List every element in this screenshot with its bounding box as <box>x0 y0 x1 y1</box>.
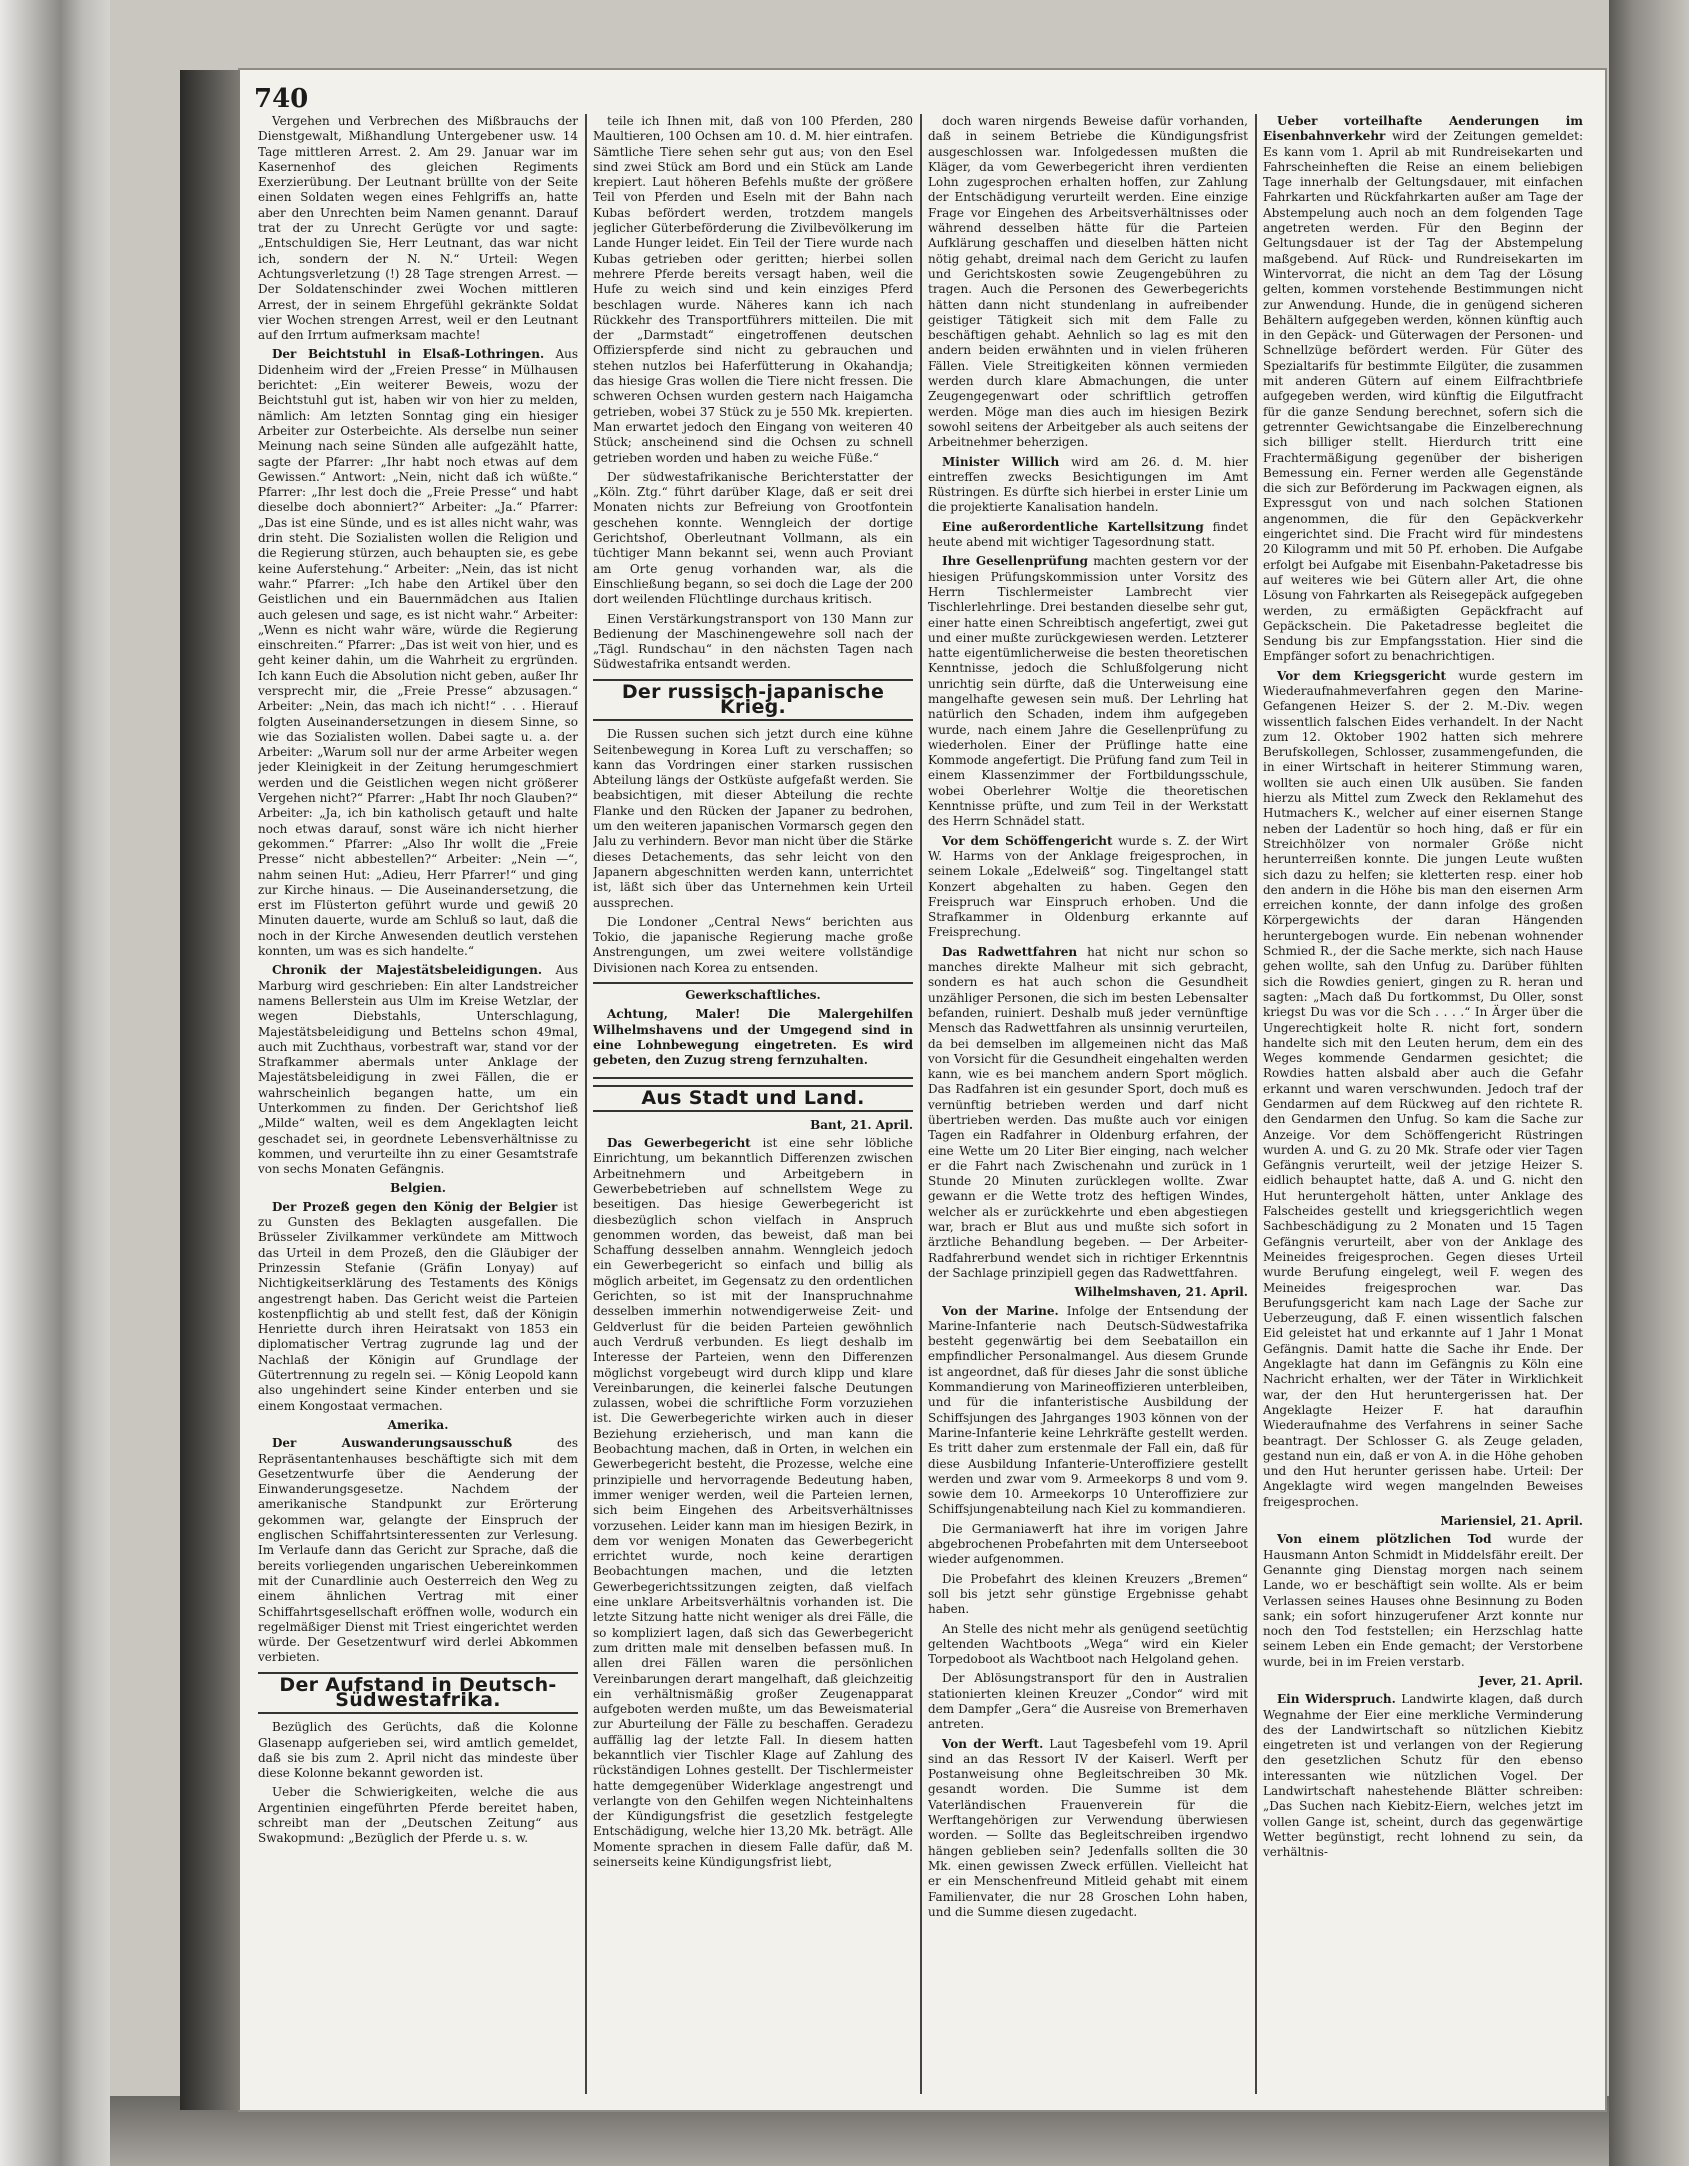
article-headline: Von einem plötzlichen Tod <box>1277 1532 1492 1547</box>
article-paragraph <box>928 114 1248 451</box>
article-text: An Stelle des nicht mehr als genügend seetüchtig geltenden Wachtboots „Wega“ wird ein Kieler Torpedoboot als Wachtboot nach Helgoland gehen. <box>928 1621 1248 1667</box>
scan-border-right <box>1609 0 1689 2166</box>
dateline: Bant, 21. April. <box>810 1117 913 1132</box>
article-paragraph <box>1263 1692 1583 1860</box>
article-paragraph <box>593 1136 913 1870</box>
article-paragraph <box>258 347 578 959</box>
article-text: Die Probefahrt des kleinen Kreuzers „Bremen“ soll bis jetzt sehr günstige Ergebnisse gehabt haben. <box>928 1571 1248 1617</box>
column-2 <box>593 114 913 2094</box>
article-text: teile ich Ihnen mit, daß von 100 Pferden, 280 Maultieren, 100 Ochsen am 10. d. M. hier eintrafen. Sämtliche Tiere sehen sehr gut aus; von den Esel sind zwei Stück am Bord und ein Stück am Lande krepiert. Laut höheren Befehls mußte der größere Teil von Pferden und Eseln mit der Bahn nach Kubas befördert werden, trotzdem mangels jeglicher Güterbeförderung die Zivilbevölkerung im Lande Hunger leidet. Ein Teil der Tiere wurde nach Kubas getrieben oder geritten; hierbei sollen mehrere Pferde bereits versagt haben, weil die Hufe zu weich sind und kein einziges Pferd beschlagen wurde. Näheres kann ich nach Rückkehr des Transportführers mitteilen. Die mit der „Darmstadt“ eingetroffenen deutschen Offizierspferde sind nicht zu gebrauchen und stehen nutzlos bei Haferfütterung in Okahandja; das hiesige Gras wollen die Tiere nicht fressen. Die schweren Ochsen wurden gestern nach Haigamcha getrieben, wobei 37 Stück zu je 550 Mk. krepierten. Man erwartet jedoch den Eingang von weiteren 40 Stück; anscheinend sind die Ochsen zu schnell getrieben worden und haben zu weiche Füße.“ <box>593 114 913 465</box>
article-headline: Vor dem Schöffengericht <box>942 833 1113 848</box>
column-rule <box>920 114 922 2094</box>
section-banner: Der russisch-japanische Krieg. <box>593 679 913 722</box>
article-text: Aus Marburg wird geschrieben: Ein alter Landstreicher namens Bellerstein aus Ulm im Kreise Wetzlar, der wegen Diebstahls, Unterschlagung, Majestätsbeleidigung und Bettelns schon 49mal, auch mit Zuchthaus, vorbestraft war, stand vor der Strafkammer abermals unter Anklage der Majestätsbeleidigung in zwei Fällen, die er wahrscheinlich begangen hatte, um ein Unterkommen zu finden. Der Gerichtshof ließ „Milde“ walten, weil es dem Angeklagten leicht geschadet sei, in geordnete Lebensverhältnisse zu kommen, und verurteilte ihn zu einer Gesamtstrafe von sechs Monaten Gefängnis. <box>258 963 578 1177</box>
article-paragraph <box>928 1572 1248 1618</box>
article-paragraph <box>928 834 1248 941</box>
article-paragraph <box>593 727 913 911</box>
article-paragraph <box>258 1200 578 1414</box>
article-text: findet heute abend mit wichtiger Tagesordnung statt. <box>928 519 1248 550</box>
article-headline: Ihre Gesellenprüfung <box>942 554 1089 569</box>
section-heading: Belgien. <box>390 1181 446 1196</box>
article-text: Bezüglich des Gerüchts, daß die Kolonne Glasenapp aufgerieben sei, wird amtlich gemeldet, daß sie bis zum 2. April nicht das mindeste über diese Kolonne bekannt geworden ist. <box>258 1720 578 1781</box>
article-paragraph <box>258 114 578 343</box>
article-paragraph <box>928 520 1248 551</box>
article-paragraph <box>593 915 913 976</box>
article-paragraph <box>1263 114 1583 665</box>
notice-box <box>593 982 913 1078</box>
article-text: doch waren nirgends Beweise dafür vorhanden, daß in seinem Betriebe die Kündigungsfrist ausgeschlossen war. Infolgedessen mußten die Kläger, da vom Gewerbegericht ihren verdienten Lohn zugesprochen erhalten hoffen, zur Zahlung der Entschädigung verurteilt werden. Eine einzige Frage vor Eingehen des Arbeitsverhältnisses oder während desselben hätte für die Parteien Aufklärung geschaffen und dieselben hätten nicht nötig gehabt, dreimal nach dem Gericht zu laufen und Gerichtskosten sowie Zeugengebühren zu tragen. Auch die Personen des Gewerbegerichts hätten dann nicht stundenlang in aufreibender geistiger Tätigkeit sich mit dem Falle zu beschäftigen gehabt. Aehnlich so lag es mit den andern beiden erwähnten und in vielen früheren Fällen. Viele Streitigkeiten können vermieden werden durch klare Abmachungen, die unter Zeugengegenwart oder schriftlich getroffen werden. Möge man dies auch im hiesigen Bezirk sowohl seitens der Arbeitgeber als auch seitens der Arbeitnehmer beherzigen. <box>928 114 1248 450</box>
dateline: Wilhelmshaven, 21. April. <box>1074 1285 1248 1300</box>
article-paragraph <box>1263 669 1583 1510</box>
dateline: Jever, 21. April. <box>1478 1673 1583 1688</box>
article-text: Die Germaniawerft hat ihre im vorigen Jahre abgebrochenen Probefahrten mit dem Unterseeboot wieder aufgenommen. <box>928 1521 1248 1567</box>
article-text: wird am 26. d. M. hier eintreffen zwecks Besichtigungen im Amt Rüstringen. Es dürfte sich hierbei in erster Linie um die projektierte Kanalisation handeln. <box>928 454 1248 515</box>
article-paragraph <box>258 1720 578 1781</box>
notice-heading: Gewerkschaftliches. <box>685 988 821 1003</box>
article-headline: Minister Willich <box>942 454 1060 469</box>
article-paragraph <box>928 1671 1248 1732</box>
article-text: Aus Didenheim wird der „Freien Presse“ in Mülhausen berichtet: „Ein weiterer Beweis, wozu der Beichtstuhl gut ist, haben wir von hier zu melden, nämlich: Am letzten Sonntag ging ein hiesiger Arbeiter zur Osterbeichte. Als derselbe nun seiner Meinung nach seine Sünden alle aufgezählt hatte, sagte der Pfarrer: „Ihr habt noch etwas auf dem Gewissen.“ Antwort: „Nein, nicht daß ich wüßte.“ Pfarrer: „Ihr lest doch die „Freie Presse“ und habt dieselbe doch abonniert?“ Arbeiter: „Ja.“ Pfarrer: „Das ist eine Sünde, und es ist alles nicht wahr, was drin steht. Die Sozialisten wollen die Religion und die Regierung stürzen, auch behaupten sie, es gebe keine Auferstehung.“ Arbeiter: „Nein, das ist nicht wahr.“ Pfarrer: „Ich habe den Artikel über den Geistlichen und ein Bauernmädchen aus Italien auch gelesen und sage, es ist nicht wahr.“ Arbeiter: „Wenn es nicht wahr wäre, würde die Regierung einschreiten.“ Pfarrer: „Das ist weit von hier, und es geht keiner dahin, um die Wahrheit zu ergründen. Ich kann Euch die Absolution nicht geben, außer Ihr versprecht mir, die „Freie Presse“ abzusagen.“ Arbeiter: „Nein, das mach ich nicht!“ . . . Hierauf folgten Auseinandersetzungen in diesem Sinne, so wie das Sozialisten wollen. Dabei sagte u. a. der Arbeiter: „Warum soll nur der arme Arbeiter wegen jeder Kleinigkeit in der Zeitung herumgeschmiert werden und die Geistlichen wegen nicht größerer Vergehen nicht?“ Pfarrer: „Habt Ihr noch Glauben?“ Arbeiter: „Ja, ich bin katholisch getauft und halte noch etwas darauf, sonst wäre ich nicht hierher gekommen.“ Pfarrer: „Also Ihr wollt die „Freie Presse“ nicht abbestellen?“ Arbeiter: „Nein —“, nahm seinen Hut: „Adieu, Herr Pfarrer!“ und ging zur Kirche hinaus. — Die Auseinandersetzung, die erst im Flüsterton geführt wurde und gewiß 20 Minuten dauerte, wurde am Schluß so laut, daß die noch in der Kirche Anwesenden deutlich verstehen konnten, um was es sich handelte.“ <box>258 347 578 959</box>
article-text: wurde s. Z. der Wirt W. Harms von der Anklage freigesprochen, in seinem Lokale „Edelweiß“ sog. Tingeltangel statt Konzert abgehalten zu haben. Gegen den Freispruch war Einspruch erhoben. Und die Strafkammer in Oldenburg erkannte auf Freisprechung. <box>928 833 1248 940</box>
article-text: Infolge der Entsendung der Marine-Infanterie nach Deutsch-Südwestafrika besteht gegenwärtig bei dem Seebataillon ein empfindlicher Personalmangel. Aus diesem Grunde ist angeordnet, daß für dieses Jahr die sonst übliche Kommandierung von Marineoffizieren unterbleiben, und für die infanteristische Ausbildung der Schiffsjungen des Jahrganges 1903 können von der Marine-Infanterie keine Lehrkräfte gestellt werden. Es tritt daher zum erstenmale der Fall ein, daß für diese Ausbildung Infanterie-Unteroffiziere gestellt werden und zwar vom 9. Armeekorps 8 und vom 9. sowie dem 10. Armeekorps 10 Unteroffiziere zur Schiffsjungenabteilung nach Kiel zu kommandieren. <box>928 1303 1248 1517</box>
article-text: ist eine sehr löbliche Einrichtung, um bekanntlich Differenzen zwischen Arbeitnehmern und Arbeitgebern in Gewerbebetrieben auf schnellstem Wege zu beseitigen. Das hiesige Gewerbegericht ist diesbezüglich schon vielfach in Anspruch genommen worden, das beweist, daß man bei Schaffung desselben annahm. Wenngleich jedoch ein Gewerbegericht so einfach und billig als möglich arbeitet, im Gegensatz zu den ordentlichen Gerichten, so ist mit der Inanspruchnahme desselben immerhin notwendigerweise Zeit- und Geldverlust für die beiden Parteien gewöhnlich auch Verdruß verbunden. Es liegt deshalb im Interesse der Parteien, wenn den Differenzen möglichst vorgebeugt wird durch klipp und klare Vereinbarungen, die keinerlei falsche Deutungen zulassen, wobei die schriftliche Form vorzuziehen ist. Die Gewerbegerichte wirken auch in dieser Beziehung erzieherisch, und man kann die Beobachtung machen, daß in Orten, in welchen ein Gewerbegericht besteht, die Prozesse, welche eine prinzipielle und hervorragende Bedeutung haben, immer weniger werden, weil die Parteien lernen, sich beim Eingehen des Arbeitsverhältnisses vorzusehen. Leider kann man im hiesigen Bezirk, in dem vor wenigen Monaten das Gewerbegericht errichtet wurde, noch keine derartigen Beobachtungen machen, und die letzten Gewerbegerichtssitzungen zeigten, daß vielfach eine unklare Arbeitsverhältnis vorhanden ist. Die letzte Sitzung hatte nicht weniger als drei Fälle, die so kompliziert lagen, daß sich das Gewerbegericht zum dritten male mit denselben befassen muß. In allen drei Fällen waren die persönlichen Vereinbarungen derart mangelhaft, daß gleichzeitig ein verhältnismäßig großer Zeugenapparat aufgeboten werden mußte, um das Beweismaterial zur Aburteilung der Fälle zu beschaffen. Geradezu auffällig lag der letzte Fall. In diesem hatten bekanntlich vier Tischler Klage auf Zahlung des rückständigen Lohnes gestellt. Der Tischlermeister hatte demgegenüber Widerklage angestrengt und verlangte von den Gehilfen wegen Nichteinhaltens der Kündigungsfrist die gesetzlich festgelegte Entschädigung, welche hier 13,20 Mk. beträgt. Alle Momente sprachen in diesem Falle dafür, daß M. seinerseits keine Kündigungsfrist liebt, <box>593 1136 913 1870</box>
section-banner: Der Aufstand in Deutsch-Südwestafrika. <box>258 1672 578 1715</box>
article-headline: Vor dem Kriegsgericht <box>1277 668 1447 683</box>
article-headline: Der Prozeß gegen den König der Belgier <box>272 1199 558 1214</box>
article-headline: Der Beichtstuhl in Elsaß-Lothringen. <box>272 347 545 362</box>
article-text: ist zu Gunsten des Beklagten ausgefallen. Die Brüsseler Zivilkammer verkündete am Mittwoch das Urteil in dem Prozeß, den die Gläubiger der Prinzessin Stefanie (Gräfin Lonyay) auf Nichtigkeitserklärung des Testaments des Königs angestrengt haben. Das Gericht weist die Parteien kostenpflichtig ab und stellt fest, daß der Königin Henriette durch ihren Heiratsakt von 1853 ein diplomatischer Vertrag zugrunde lag und der Nachlaß der Königin auf Grundlage der Gütertrennung zu regeln sei. — König Leopold kann also ungehindert seine Kinder enterben und sie einem Kongostaat vermachen. <box>258 1199 578 1413</box>
article-paragraph <box>928 1737 1248 1921</box>
article-text: Landwirte klagen, daß durch Wegnahme der Eier eine merkliche Verminderung des der Landwirtschaft so nützlichen Kiebitz eingetreten ist und verlangen von der Regierung den gesetzlichen Schutz für den ebenso interessanten wie nützlichen Vogel. Der Landwirtschaft nahestehende Blätter schreiben: „Das Suchen nach Kiebitz-Eiern, welches jetzt im vollen Gange ist, scheint, durch das gegenwärtige Wetter begünstigt, recht lohnend zu sein, da verhältnis- <box>1263 1692 1583 1860</box>
book-spine <box>0 0 110 2166</box>
page-number: 740 <box>254 84 309 114</box>
article-headline: Das Radwettfahren <box>942 944 1078 959</box>
article-headline: Der Auswanderungsausschuß <box>272 1436 513 1451</box>
notice-text: Achtung, Maler! Die Malergehilfen Wilhelmshavens und der Umgegend sind in eine Lohnbewegung eingetreten. Es wird gebeten, den Zuzug streng fernzuhalten. <box>593 1007 913 1068</box>
article-paragraph <box>593 470 913 608</box>
article-paragraph <box>928 1522 1248 1568</box>
article-paragraph <box>928 1622 1248 1668</box>
article-paragraph <box>928 554 1248 829</box>
article-text: wurde gestern im Wiederaufnahmeverfahren gegen den Marine-Gefangenen Heizer S. der 2. M.-Div. wegen wissentlich falschen Eides verhandelt. In der Nacht zum 12. Oktober 1902 hatten sich mehrere Berufskollegen, Schlosser, zusammengefunden, die in einer Wirtschaft in heiterer Stimmung waren, wollten sie auch einen Ulk ausüben. Sie fanden hierzu als Mittel zum Zweck den Reklamehut des Hutmachers K., welcher auf einer eisernen Stange neben der Ladentür so hoch hing, daß er für ein Streichhölzer von normaler Größe nicht herunterreißen konnte. Die jungen Leute wußten sich dazu zu helfen; sie kletterten resp. einer hob den andern in die Höhe bis man den eisernen Arm erreichen konnte, der dann infolge des großen Körpergewichts der daran Hängenden heruntergebogen wurde. Ein nebenan wohnender Schmied R., der die Sache merkte, sich nach Hause gehen wollte, sah den Unfug zu. Darüber fühlten sich die Rowdies geniert, gingen zu R. heran und sagten: „Mach daß Du fortkommst, Du Oller, sonst kriegst Du was vor die Sch . . . .“ In Ärger über die Ungerechtigkeit holte R. nicht fort, sondern handelte sich mit den Leuten herum, dem ein des Weges kommende Gendarmen gesichtet; die Rowdies hatten alsbald aber auch die Gefahr erkannt und waren verschwunden. Jedoch traf der Gendarmen auf dem Rückweg auf den richtete R. den Gendarmen den Unfug. So kam die Sache zur Anzeige. Vor dem Schöffengericht Rüstringen wurden A. und G. zu 20 Mk. Strafe oder vier Tagen Gefängnis verurteilt, weil der jetzige Heizer S. eidlich behauptet hatte, daß A. und G. nicht den Hut heruntergeholt hätten, unter Anklage des Falscheides gestellt und kriegsgerichtlich wegen Sachbeschädigung zu 2 Monaten und 15 Tagen Gefängnis verurteilt, aber von der Anklage des Meineides freigesprochen. Gegen dieses Urteil wurde Berufung eingelegt, weil F. wegen des Meineides freigesprochen war. Das Berufungsgericht kam nach Lage der Sache zur Ueberzeugung, daß F. einen wissentlich falschen Eid geleistet hat und erkannte auf 1 Jahr 1 Monat Gefängnis. Damit hatte die Sache ihr Ende. Der Angeklagte hat dann im Gefängnis zu Köln eine Nachricht erhalten, wer der Täter in Wirklichkeit war, der den Hut heruntergerissen hat. Der Angeklagte Heizer F. hat daraufhin Wiederaufnahme des Verfahrens in seiner Sache beantragt. Der Schlosser G. als Zeuge geladen, gestand nun ein, daß er von A. in die Höhe gehoben und den Hut herunter gerissen habe. Urteil: Der Angeklagte wird wegen mangelnden Beweises freigesprochen. <box>1263 668 1583 1509</box>
column-3 <box>928 114 1248 2094</box>
article-paragraph <box>928 1304 1248 1518</box>
column-rule <box>585 114 587 2094</box>
article-paragraph <box>928 455 1248 516</box>
article-text: Die Londoner „Central News“ berichten aus Tokio, die japanische Regierung mache große Anstrengungen, um zwei weitere vollständige Divisionen nach Korea zu entsenden. <box>593 914 913 975</box>
article-text: Einen Verstärkungstransport von 130 Mann zur Bedienung der Maschinengewehre soll nach der „Tägl. Rundschau“ in den nächsten Tagen nach Südwestafrika entsandt werden. <box>593 611 913 672</box>
column-rule <box>1255 114 1257 2094</box>
article-paragraph <box>928 945 1248 1282</box>
article-text: Laut Tagesbefehl vom 19. April sind an das Ressort IV der Kaiserl. Werft per Postanweisung ohne Begleitschreiben 30 Mk. gesandt worden. Die Summe ist dem Vaterländischen Frauenverein für die Werftangehörigen zur Verwendung überwiesen worden. — Sollte das Begleitschreiben irgendwo hängen geblieben sein? Jedenfalls sollten die 30 Mk. einen gewissen Zweck erfüllen. Vielleicht hat er ein Menschenfreund Mitleid gehabt mit einem Familienvater, die nur 28 Groschen Lohn haben, und die Summe diesen zugedacht. <box>928 1736 1248 1919</box>
article-text: hat nicht nur schon so manches direkte Malheur mit sich gebracht, sondern es hat auch schon die Gesundheit unzähliger Personen, die sich im besten Lebensalter befanden, ruiniert. Deshalb muß jeder vernünftige Mensch das Radwettfahren als unsinnig verurteilen, da bei demselben im allgemeinen nicht das Maß von Vorsicht für die Gesundheit eingehalten werden kann, wie es bei manchem andern Sport möglich. Das Radfahren ist ein gesunder Sport, doch muß es vernünftig betrieben werden und darf nicht übertrieben werden. Das mußte auch vor einigen Tagen ein Radfahrer in Oldenburg erfahren, der eine Wette um 20 Liter Bier einging, nach welcher er die Fahrt nach Zwischenahn und zurück in 1 Stunde 20 Minuten zurücklegen wollte. Zwar gewann er die Wette trotz des heftigen Windes, welcher als er zurückkehrte und eben abgestiegen war, brach er Blut aus und mußte sich sofort in ärztliche Behandlung begeben. — Der Arbeiter-Radfahrerbund wendet sich in richtiger Erkenntnis der Sachlage prinzipiell gegen das Radwettfahren. <box>928 944 1248 1280</box>
article-text: Die Russen suchen sich jetzt durch eine kühne Seitenbewegung in Korea Luft zu verschaffen; so kann das Vordringen einer starken russischen Abteilung längs der Ostküste aufgefaßt werden. Sie beabsichtigen, mit dieser Abteilung die rechte Flanke und den Rücken der Japaner zu bedrohen, um den weiteren japanischen Vormarsch gegen den Jalu zu verhindern. Bevor man nicht über die Stärke dieses Detachements, das sehr leicht von den Japanern abgeschnitten werden kann, unterrichtet ist, läßt sich über das Unternehmen kein Urteil aussprechen. <box>593 727 913 910</box>
article-text: Der südwestafrikanische Berichterstatter der „Köln. Ztg.“ führt darüber Klage, daß er seit drei Monaten nichts zur Befreiung von Grootfontein geschehen konnte. Wenngleich der dortige Gerichtshof, Oberleutnant Vollmann, als ein tüchtiger Mann bekannt sei, wenn auch Proviant am Orte genug vorhanden war, als die Einschließung begann, so sei doch die Lage der 200 dort weilenden Flüchtlinge durchaus kritisch. <box>593 469 913 607</box>
section-heading: Amerika. <box>387 1417 449 1432</box>
section-banner: Aus Stadt und Land. <box>593 1085 913 1112</box>
article-paragraph <box>593 612 913 673</box>
article-text: Der Ablösungstransport für den in Australien stationierten kleinen Kreuzer „Condor“ wird mit dem Dampfer „Gera“ die Ausreise von Bremerhaven antreten. <box>928 1671 1248 1732</box>
article-text: Vergehen und Verbrechen des Mißbrauchs der Dienstgewalt, Mißhandlung Untergebener usw. 14 Tage mittleren Arrest. 2. Am 29. Januar war im Kasernenhof des gleichen Regiments Exerzierübung. Der Leutnant brüllte von der Seite einen Soldaten wegen eines Fehlgriffs an, hatte aber den Unrechten beim Namen genannt. Darauf trat der zu Unrecht Gerügte vor und sagte: „Entschuldigen Sie, Herr Leutnant, das war nicht ich, sondern der N. N.“ Urteil: Wegen Achtungsverletzung (!) 28 Tage strengen Arrest. — Der Soldatenschinder zwei Wochen mittleren Arrest, der in seinem Ehrgefühl gekränkte Soldat vier Wochen strengen Arrest, weil er den Leutnant auf den Irrtum aufmerksam machte! <box>258 114 578 343</box>
article-paragraph <box>593 114 913 466</box>
article-text: wurde der Hausmann Anton Schmidt in Middelsfähr ereilt. Der Genannte ging Dienstag morgen nach seinem Lande, wo er beschäftigt sein wollte. Als er beim Verlassen seines Hauses ohne Besinnung zu Boden sank; ein sofort hinzugerufener Arzt konnte nur noch den Tod feststellen; ein Herzschlag hatte seinem Leben ein Ende gemacht; der Verstorbene wurde, bei in im Freien verstarb. <box>1263 1532 1583 1669</box>
article-headline: Ein Widerspruch. <box>1277 1692 1396 1707</box>
article-text: wird der Zeitungen gemeldet: Es kann vom 1. April ab mit Rundreisekarten und Fahrscheinheften die Reise an einem beliebigen Tage innerhalb der Geltungsdauer, mit einfachen Fahrkarten und Rückfahrkarten außer am Tage der Abstempelung auch noch an dem folgenden Tage angetreten werden. Für den Beginn der Geltungsdauer ist der Tag der Abstempelung maßgebend. Auf Rück- und Rundreisekarten im Wintervorrat, die nicht an dem Tag der Lösung gelten, kommen vorstehende Bestimmungen nicht zur Anwendung. Hunde, die in genügend sicheren Behältern aufgegeben werden, können künftig auch in den Gepäck- und Güterwagen der Personen- und Schnellzüge befördert werden. Für Güter des Spezialtarifs für bestimmte Eilgüter, die zusammen mit anderen Gütern auf einem Eilfrachtbriefe aufgegeben werden, wird künftig die Eilgutfracht für die ganze Sendung berechnet, sofern sich die getrennter Gewichtsangabe die Einzelberechnung sich billiger stellt. Hierdurch tritt eine Frachtermäßigung gegenüber der bisherigen Bemessung ein. Ferner werden alle Gegenstände die sich zur Beförderung im Packwagen eignen, als Expressgut von und nach solchen Stationen angenommen, die für den Gepäckverkehr eingerichtet sind. Die Fracht wird für mindestens 20 Kilogramm und mit 50 Pf. erhoben. Die Aufgabe erfolgt bei Aufgabe mit Eisenbahn-Paketadresse bis auf weiteres wie bei Gütern aller Art, die ohne Lösung von Fahrkarten als Reisegepäck aufgegeben werden, zu ermäßigten Gepäckfracht auf Gepäckschein. Die Paketadresse begleitet die Sendung bis zur Empfangsstation. Hier sind die Empfänger sofort zu benachrichtigen. <box>1263 129 1583 664</box>
article-headline: Eine außerordentliche Kartellsitzung <box>942 519 1204 534</box>
article-paragraph <box>1263 1532 1583 1670</box>
article-headline: Chronik der Majestätsbeleidigungen. <box>272 963 543 978</box>
article-headline: Von der Marine. <box>942 1303 1059 1318</box>
article-paragraph <box>258 1785 578 1846</box>
article-text: machten gestern vor der hiesigen Prüfungskommission unter Vorsitz des Herrn Tischlermeister Lambrecht vier Tischlerlehrlinge. Drei bestanden dieselbe sehr gut, einer hatte einen Schreibtisch angefertigt, zwei gut und einer mußte zurückgewiesen werden. Letzterer hatte eigentümlicherweise die besten theoretischen Kenntnisse, jedoch die Schlußfolgerung nicht unrichtig sein dürfte, daß die Unterweisung eine mangelhafte gewesen sein muß. Der Lehrling hat natürlich den Schaden, indem ihm aufgegeben wurde, nach einem Jahre die Gesellenprüfung zu wiederholen. Einer der Prüflinge hatte eine Kommode angefertigt. Die Prüfung fand zum Teil in einem Klassenzimmer der Fortbildungsschule, wobei Oberlehrer Woltje die theoretischen Kenntnisse prüfte, und zum Teil in der Werkstatt des Herrn Schnädel statt. <box>928 554 1248 829</box>
article-headline: Ueber vorteilhafte Aenderungen im Eisenbahnverkehr <box>1263 114 1583 144</box>
newspaper-page <box>240 70 1605 2110</box>
column-1 <box>258 114 578 2094</box>
article-paragraph <box>258 1436 578 1665</box>
column-4 <box>1263 114 1583 2094</box>
article-text: Ueber die Schwierigkeiten, welche die aus Argentinien eingeführten Pferde bereitet haben, schreibt man der „Deutschen Zeitung“ aus Swakopmund: „Bezüglich der Pferde u. s. w. <box>258 1785 578 1846</box>
dateline: Mariensiel, 21. April. <box>1440 1514 1583 1529</box>
article-headline: Das Gewerbegericht <box>607 1136 751 1151</box>
article-text: des Repräsentantenhauses beschäftigte sich mit dem Gesetzentwurfe über die Aenderung der Einwanderungsgesetze. Nachdem der amerikanische Standpunkt zur Erörterung gekommen war, gelangte der Einspruch der englischen Schiffahrtsinteressenten zur Verlesung. Im Verlaufe dann das Gericht zur Sprache, daß die bereits vorliegenden ungarischen Uebereinkommen mit der Cunardlinie auch Oesterreich den Weg zu einem ähnlichen Vertrag mit einer Schiffahrtsgesellschaft eröffnen wolle, wodurch ein regelmäßiger Dienst mit Triest eingerichtet werden würde. Der Gesetzentwurf wird derlei Abkommen verbieten. <box>258 1436 578 1665</box>
article-paragraph <box>258 963 578 1177</box>
article-headline: Von der Werft. <box>942 1736 1044 1751</box>
